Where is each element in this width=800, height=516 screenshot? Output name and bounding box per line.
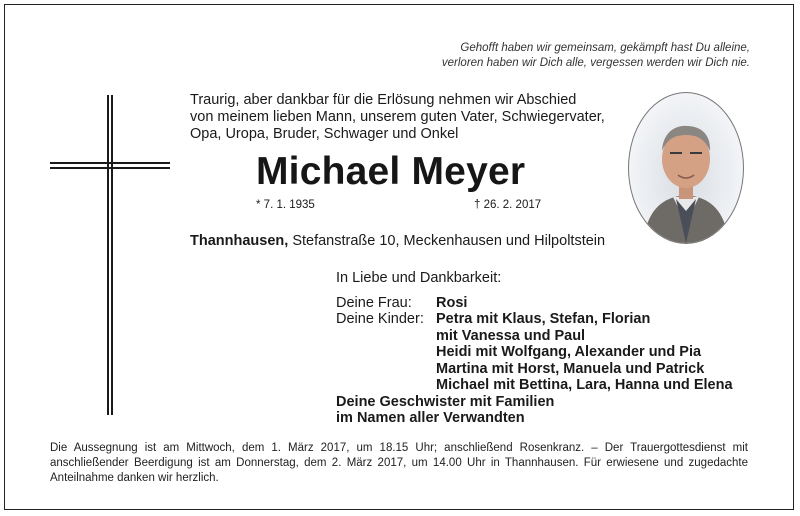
cross-horizontal-beam xyxy=(50,162,170,169)
residence-rest: Stefanstraße 10, Meckenhausen und Hilpoltstein xyxy=(288,233,606,249)
relatives-line: im Namen aller Verwandten xyxy=(336,410,525,426)
quote-line: verloren haben wir Dich alle, vergessen werden wir Dich nie. xyxy=(441,57,750,69)
cross-vertical-beam xyxy=(107,95,113,415)
children-label: Deine Kinder: xyxy=(336,311,424,327)
intro-line: Traurig, aber dankbar für die Erlösung nehmen wir Abschied xyxy=(190,92,577,108)
notice-frame xyxy=(4,4,794,510)
portrait-photo xyxy=(628,92,744,244)
child-entry: Heidi mit Wolfgang, Alexander und Pia xyxy=(436,344,702,360)
birth-date: * 7. 1. 1935 xyxy=(256,199,315,211)
siblings-line: Deine Geschwister mit Familien xyxy=(336,393,555,410)
wife-name: Rosi xyxy=(436,294,468,311)
child-entry: Michael mit Bettina, Lara, Hanna und Elena xyxy=(436,377,733,393)
deceased-name: Michael Meyer xyxy=(256,150,526,193)
intro-text xyxy=(190,92,620,143)
residence-town: Thannhausen, xyxy=(190,233,289,249)
intro-line: Opa, Uropa, Bruder, Schwager und Onkel xyxy=(190,126,459,142)
death-date: † 26. 2. 2017 xyxy=(474,199,542,211)
family-list xyxy=(336,270,733,427)
intro-line: von meinem lieben Mann, unserem guten Vater, Schwiegervater, xyxy=(190,109,605,125)
child-entry: Petra mit Klaus, Stefan, Florian xyxy=(436,311,651,327)
funeral-details: Die Aussegnung ist am Mittwoch, dem 1. März 2017, um 18.15 Uhr; anschließend Rosenkranz. – Der Trauergottesdienst mit anschließender Beerdigung ist am Donnerstag, dem 2. März 2017, um 14.00 Uhr in Thannhausen. Für erwiesene und zugedachte Anteilnahme danken wir herzlich. xyxy=(50,442,748,484)
residence xyxy=(190,233,605,249)
quote-line: Gehofft haben wir gemeinsam, gekämpft hast Du alleine, xyxy=(460,42,750,54)
wife-row xyxy=(336,295,733,312)
family-thanks: In Liebe und Dankbarkeit: xyxy=(336,270,502,286)
portrait-figure xyxy=(629,93,743,243)
child-entry: mit Vanessa und Paul xyxy=(436,327,586,344)
memorial-quote xyxy=(290,41,750,71)
children-row xyxy=(336,311,733,394)
wife-label: Deine Frau: xyxy=(336,294,412,311)
child-entry: Martina mit Horst, Manuela und Patrick xyxy=(436,360,705,377)
